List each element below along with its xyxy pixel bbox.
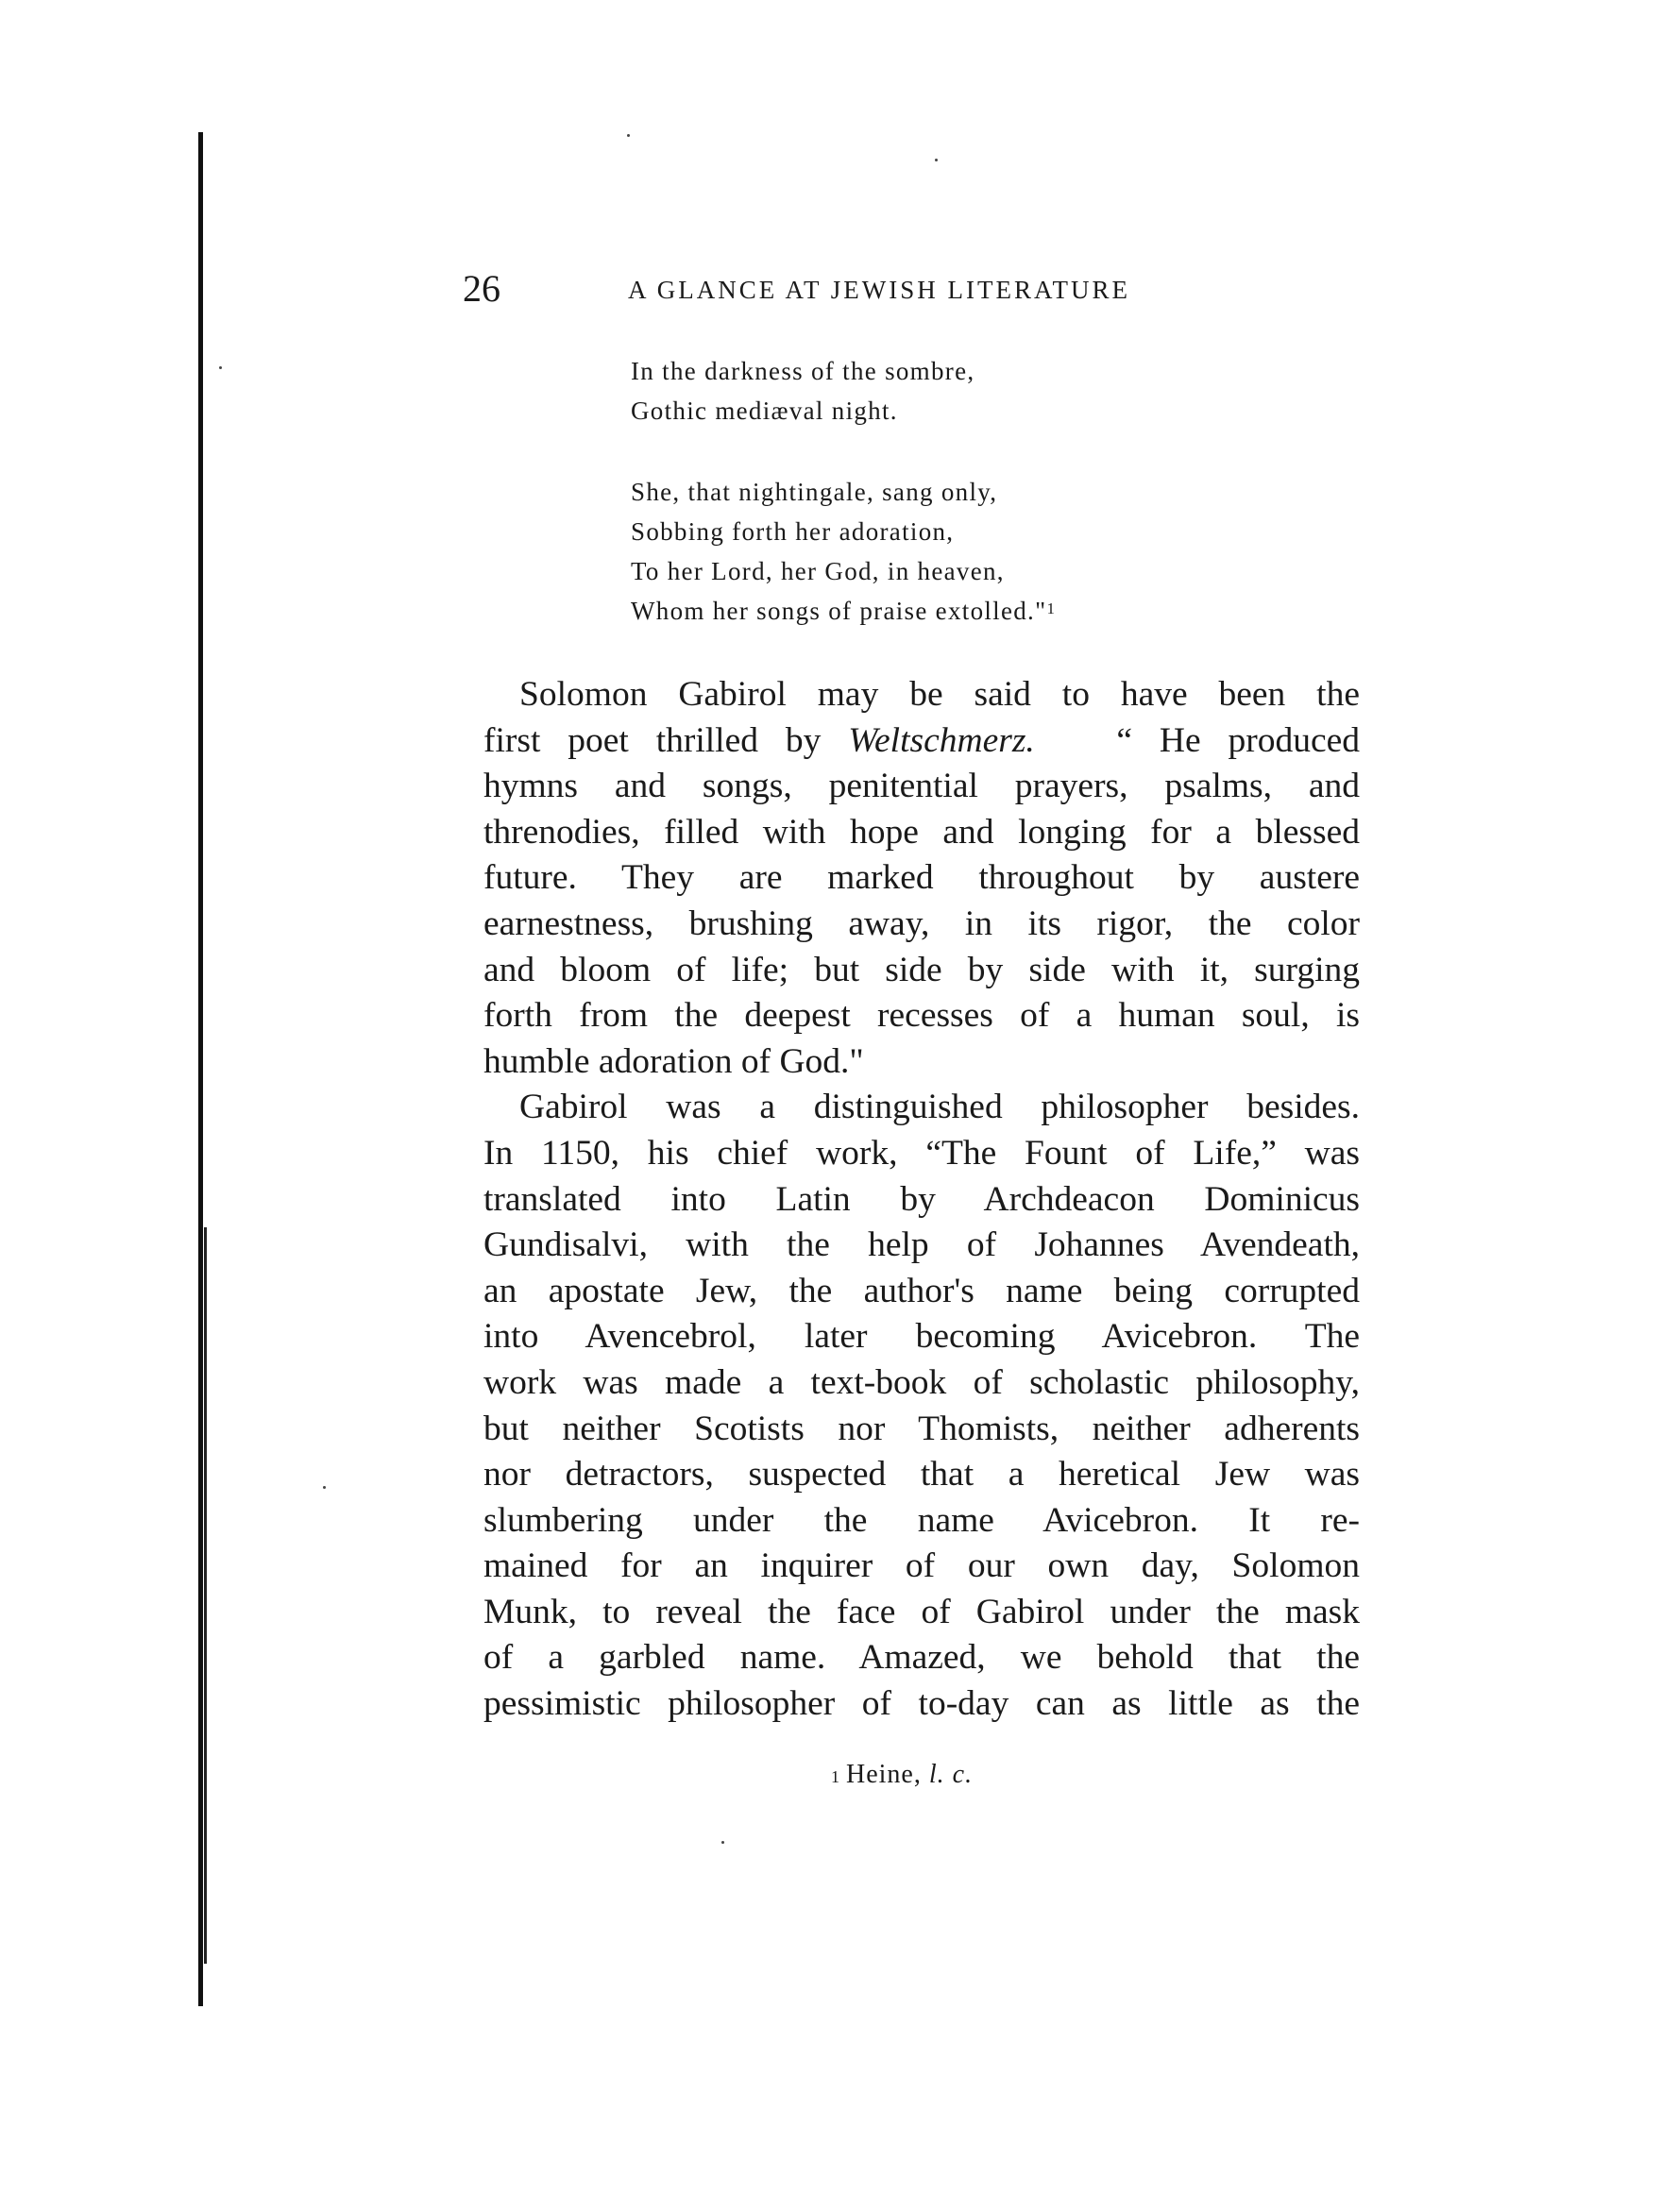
poem-line: Sobbing forth her adoration, [631,517,955,546]
text-line: mained for an inquirer of our own day, Solomon [483,1546,1360,1586]
footnote-mark: 1 [831,1767,840,1786]
text-line: and bloom of life; but side by side with it, surging [483,950,1360,989]
text-line: hymns and songs, penitential prayers, psalms, and [483,767,1360,806]
text-line: Solomon Gabirol may be said to have been the [519,675,1360,714]
page-number: 26 [463,267,500,310]
poem-line: Gothic mediæval night. [631,397,898,425]
scan-speck [721,1841,724,1844]
footnote-reference: 1 [1046,599,1057,617]
paragraph [483,672,1360,1085]
footnote-text: Heine, [846,1760,929,1789]
footnote-italic: l. c. [928,1760,974,1789]
poem-line-last [631,591,1386,631]
text-line: into Avencebrol, later becoming Avicebron. The [483,1317,1360,1357]
text-line: Gabirol was a distinguished philosopher besides. [519,1088,1360,1127]
poem-block [631,351,1386,672]
scan-speck [219,366,222,369]
poem-line: To her Lord, her God, in heaven, [631,557,1005,585]
running-title: A GLANCE AT JEWISH LITERATURE [628,276,1130,304]
poem-stanza [631,472,1386,631]
poem-line: She, that nightingale, sang only, [631,478,998,506]
text-line: an apostate Jew, the author's name being corrupted [483,1271,1360,1310]
text-line: translated into Latin by Archdeacon Dominicus [483,1179,1360,1219]
scan-margin-edge [198,132,203,2006]
text-line: Munk, to reveal the face of Gabirol under the mask [483,1592,1360,1631]
text-line: threnodies, filled with hope and longing for a blessed [483,812,1360,852]
text-segment: first poet thrilled by [483,720,849,760]
text-line: humble adoration of God." [483,1041,864,1081]
text-line: work was made a text-book of scholastic philosophy, [483,1362,1360,1402]
text-line: pessimistic philosopher of to-day can as little as the [483,1684,1360,1724]
text-line: future. They are marked throughout by austere [483,858,1360,898]
footnote [831,1756,973,1794]
poem-line: In the darkness of the sombre, [631,357,975,385]
poem-line: Whom her songs of praise extolled." [631,597,1047,625]
body-text [483,672,1360,1728]
scan-margin-edge-inner [204,1227,207,1964]
text-segment: “ He produced [1116,720,1361,760]
text-line [483,718,1360,765]
poem-stanza [631,351,1386,431]
text-line: of a garbled name. Amazed, we behold that the [483,1638,1360,1678]
text-line: slumbering under the name Avicebron. It re- [483,1500,1360,1540]
page-header [463,262,1360,319]
scan-speck [935,159,938,161]
text-line: but neither Scotists nor Thomists, neither adherents [483,1409,1360,1448]
paragraph [483,1085,1360,1727]
scan-speck [323,1486,326,1489]
text-line: Gundisalvi, with the help of Johannes Avendeath, [483,1225,1360,1265]
scan-speck [627,134,630,137]
italic-term: Weltschmerz. [848,720,1035,760]
text-line: forth from the deepest recesses of a human soul, is [483,996,1360,1036]
text-line: In 1150, his chief work, “The Fount of Life,” was [483,1133,1360,1173]
text-line: nor detractors, suspected that a heretical Jew was [483,1455,1360,1494]
text-line: earnestness, brushing away, in its rigor, the color [483,903,1360,943]
